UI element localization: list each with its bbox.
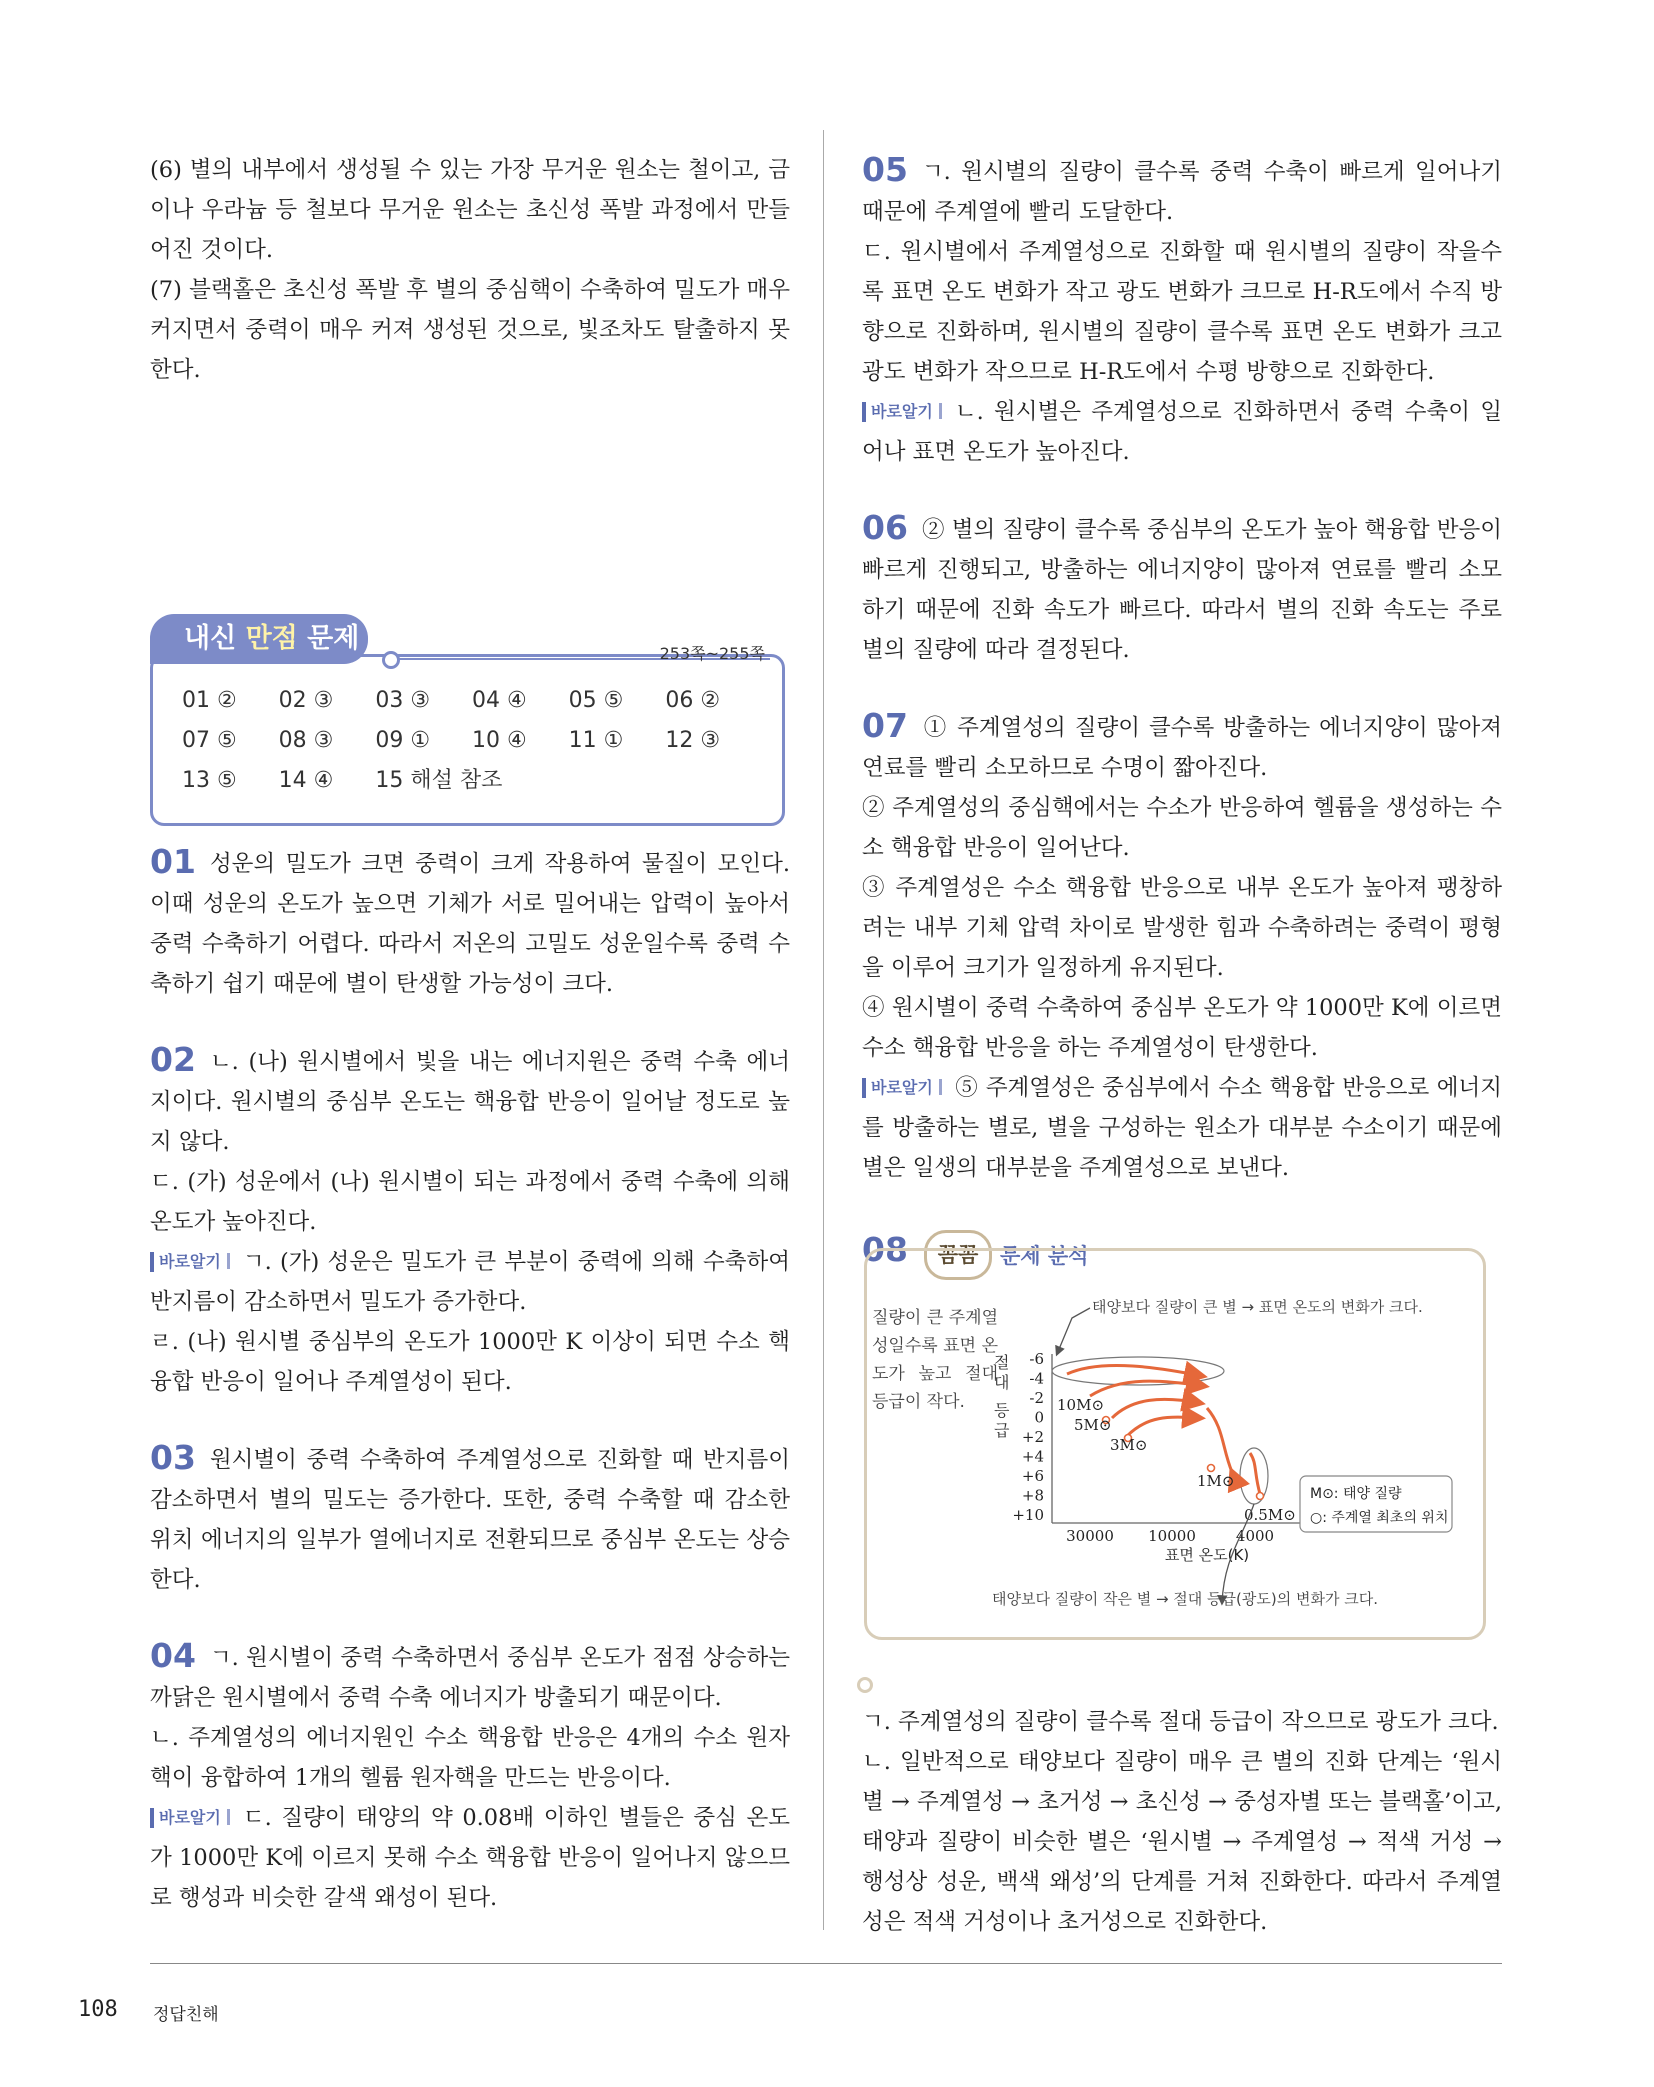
bottom-callout: 태양보다 질량이 작은 별 → 절대 등급(광도)의 변화가 크다. — [992, 1590, 1378, 1608]
legend-mass: M⊙: 태양 질량 — [1310, 1486, 1402, 1502]
solution-05 — [862, 150, 1502, 232]
y-tick-label: -4 — [1029, 1369, 1044, 1388]
solution-03 — [150, 1438, 790, 1600]
correction-tag: 바로알기 — [862, 402, 947, 422]
y-tick-label: +8 — [1021, 1486, 1044, 1505]
mass-label: 3M⊙ — [1110, 1436, 1148, 1454]
hr-diagram-box — [862, 1278, 1497, 1668]
question-number: 05 — [862, 150, 908, 189]
track-3 — [1127, 1417, 1200, 1436]
solution-text: ㄷ. 질량이 태양의 약 0.08배 이하인 별들은 중심 온도가 1000만 K에 이르지 못해 수소 핵융합 반응이 일어나지 않으므로 행성과 비슷한 갈색 왜성이 된다. — [150, 1805, 790, 1911]
answer-item: 07 ⑤ — [182, 728, 237, 753]
solution-correction — [862, 1068, 1502, 1188]
solution-text: ㄴ. 일반적으로 태양보다 질량이 매우 큰 별의 진화 단계는 ‘원시별 → 주계열성 → 초거성 → 초신성 → 중성자별 또는 블랙홀’이고, 태양과 질량이 비슷한 별은 ‘원시별 → 주계열성 → 적색 거성 → 행성상 성운, 백색 왜성’의 단계를 거쳐 진화한다. 따라서 주계열성은 적색 거성이나 초거성으로 진화한다. — [862, 1749, 1502, 1935]
title-part: 문제 — [297, 623, 360, 654]
y-tick-label: 0 — [1034, 1408, 1044, 1427]
answer-item: 03 ③ — [375, 688, 431, 713]
footer-rule — [150, 1963, 1502, 1964]
answer-summary-box — [150, 614, 785, 810]
solution-text: ㄹ. (나) 원시별 중심부의 온도가 1000만 K 이상이 되면 수소 핵융합 반응이 일어나 주계열성이 된다. — [150, 1329, 790, 1395]
zams-point — [1257, 1493, 1264, 1500]
question-number: 06 — [862, 508, 908, 547]
correction-tag: 바로알기 — [862, 1078, 947, 1098]
solution-correction — [862, 392, 1502, 472]
solution-correction — [150, 1242, 790, 1322]
answer-item: 01 ② — [182, 688, 237, 713]
title-highlight: 만점 — [245, 623, 298, 654]
solution-08: ㄱ. 주계열성의 질량이 클수록 절대 등급이 작으므로 광도가 크다. — [862, 1709, 1499, 1735]
left-column — [150, 150, 790, 1918]
answer-item: 09 ① — [375, 728, 431, 753]
x-tick-label: 4000 — [1235, 1527, 1275, 1545]
y-tick-label: +10 — [1012, 1506, 1044, 1524]
answer-box-pages: 253쪽~255쪽 — [659, 644, 765, 663]
title-part: 내신 — [184, 623, 246, 654]
solution-text: ㄱ. 원시별의 질량이 클수록 중력 수축이 빠르게 일어나기 때문에 주계열에 빨리 도달한다. — [862, 159, 1502, 225]
question-number: 02 — [150, 1040, 196, 1079]
zams-points — [1103, 1417, 1264, 1500]
diagram-note: 질량이 큰 주계열성일수록 표면 온도가 높고 절대 등급이 작다. — [872, 1308, 998, 1412]
track-05 — [1250, 1453, 1260, 1494]
mass-label: 5M⊙ — [1074, 1416, 1112, 1434]
analysis-title: 문제 분석 — [1000, 1244, 1089, 1268]
track-5 — [1112, 1399, 1200, 1418]
answer-item: 02 ③ — [278, 688, 334, 713]
correction-tag: 바로알기 — [150, 1252, 235, 1272]
solution-04 — [150, 1636, 790, 1718]
answer-box-title — [150, 614, 368, 664]
solution-text: ② 별의 질량이 클수록 중심부의 온도가 높아 핵융합 반응이 빠르게 진행되고, 방출하는 에너지양이 많아져 연료를 빨리 소모하기 때문에 진화 속도가 빠르다. 따라서 별의 진화 속도는 주로 별의 질량에 따라 결정된다. — [862, 517, 1502, 663]
solution-06 — [862, 508, 1502, 670]
solution-text: ① 주계열성의 질량이 클수록 방출하는 에너지양이 많아져 연료를 빨리 소모하므로 수명이 짧아진다. — [862, 715, 1502, 781]
solution-text: ㄴ. (나) 원시별에서 빛을 내는 에너지원은 중력 수축 에너지이다. 원시별의 중심부 온도는 핵융합 반응이 일어날 정도로 높지 않다. — [150, 1049, 790, 1155]
solution-text: ㄴ. 원시별은 주계열성으로 진화하면서 중력 수축이 일어나 표면 온도가 높아진다. — [862, 399, 1502, 465]
x-tick-label: 30000 — [1066, 1527, 1114, 1545]
answer-item: 15 해설 참조 — [375, 768, 503, 793]
x-tick-label: 10000 — [1148, 1527, 1196, 1545]
top-callout: 태양보다 질량이 큰 별 → 표면 온도의 변화가 크다. — [1092, 1298, 1423, 1316]
x-axis-label: 표면 온도(K) — [1164, 1546, 1250, 1564]
y-tick-label: +4 — [1021, 1447, 1044, 1466]
answer-grid — [182, 682, 762, 800]
track-1 — [1207, 1408, 1232, 1472]
solution-text: ㄱ. (가) 성운은 밀도가 큰 부분이 중력에 의해 수축하여 반지름이 감소하면서 밀도가 증가한다. — [150, 1249, 790, 1315]
answer-item: 14 ④ — [278, 768, 334, 793]
diagram-dot — [857, 1677, 873, 1693]
question-number: 04 — [150, 1636, 196, 1675]
answer-item: 08 ③ — [278, 728, 334, 753]
legend-zams: ○: 주계열 최초의 위치 — [1310, 1510, 1449, 1526]
mass-label: 10M⊙ — [1057, 1396, 1105, 1414]
y-tick-label: -6 — [1029, 1350, 1044, 1368]
question-number: 03 — [150, 1438, 196, 1477]
solution-text: ② 주계열성의 중심핵에서는 수소가 반응하여 헬륨을 생성하는 수소 핵융합 반응이 일어난다. — [862, 795, 1502, 861]
solution-text: ④ 원시별이 중력 수축하여 중심부 온도가 약 1000만 K에 이르면 수소 핵융합 반응을 하는 주계열성이 탄생한다. — [862, 995, 1502, 1061]
solution-text: ③ 주계열성은 수소 핵융합 반응으로 내부 온도가 높아져 팽창하려는 내부 기체 압력 차이로 발생한 힘과 수축하려는 중력이 평형을 이루어 크기가 일정하게 유지된다. — [862, 875, 1502, 981]
column-divider — [823, 130, 824, 1930]
ylabel-char: 등 — [994, 1401, 1010, 1420]
mass-label: 0.5M⊙ — [1244, 1506, 1296, 1524]
solution-01 — [150, 842, 790, 1004]
answer-item: 11 ① — [568, 728, 624, 753]
solution-text: ㄴ. 주계열성의 에너지원인 수소 핵융합 반응은 4개의 수소 원자핵이 융합하여 1개의 헬륨 원자핵을 만드는 반응이다. — [150, 1725, 790, 1791]
answer-item: 06 ② — [665, 688, 721, 713]
solution-text: 원시별이 중력 수축하여 주계열성으로 진화할 때 반지름이 감소하면서 별의 밀도는 증가한다. 또한, 중력 수축할 때 감소한 위치 에너지의 일부가 열에너지로 전환되므로 중심부 온도는 상승한다. — [150, 1447, 790, 1593]
hr-diagram — [862, 1258, 1492, 1658]
answer-item: 12 ③ — [665, 728, 721, 753]
solution-text: ⑤ 주계열성은 중심부에서 수소 핵융합 반응으로 에너지를 방출하는 별로, 별을 구성하는 원소가 대부분 수소이기 때문에 별은 일생의 대부분을 주계열성으로 보낸다. — [862, 1075, 1502, 1181]
question-number: 08 — [862, 1230, 908, 1269]
solution-07 — [862, 706, 1502, 788]
mass-labels — [1057, 1396, 1296, 1524]
correction-tag: 바로알기 — [150, 1808, 235, 1828]
item-7: (7) 블랙홀은 초신성 폭발 후 별의 중심핵이 수축하여 밀도가 매우 커지면서 중력이 매우 커져 생성된 것으로, 빛조차도 탈출하지 못한다. — [150, 277, 790, 383]
answer-item: 04 ④ — [471, 688, 527, 713]
question-number: 07 — [862, 706, 908, 745]
item-6: (6) 별의 내부에서 생성될 수 있는 가장 무거운 원소는 철이고, 금이나 우라늄 등 철보다 무거운 원소는 초신성 폭발 과정에서 만들어진 것이다. — [150, 157, 790, 263]
mass-label: 1M⊙ — [1197, 1472, 1235, 1490]
solution-text: ㄱ. 원시별이 중력 수축하면서 중심부 온도가 점점 상승하는 까닭은 원시별에서 중력 수축 에너지가 방출되기 때문이다. — [150, 1645, 790, 1711]
answer-item: 10 ④ — [471, 728, 527, 753]
answer-item: 13 ⑤ — [182, 768, 237, 793]
y-tick-label: +2 — [1021, 1428, 1044, 1446]
solution-text: ㄷ. 원시별에서 주계열성으로 진화할 때 원시별의 질량이 작을수록 표면 온도 변화가 작고 광도 변화가 크므로 H-R도에서 수직 방향으로 진화하며, 원시별의 질량이 클수록 표면 온도 변화가 크고 광도 변화가 작으므로 H-R도에서 수평 방향으로 진화한다. — [862, 239, 1502, 385]
ylabel-char: 대 — [994, 1373, 1010, 1392]
y-tick-label: +6 — [1021, 1467, 1044, 1485]
solution-correction — [150, 1798, 790, 1918]
track-10b — [1090, 1381, 1204, 1396]
track-10 — [1067, 1365, 1202, 1376]
analysis-badge: 꼼꼼 — [924, 1230, 992, 1280]
ylabel-char: 급 — [994, 1421, 1010, 1440]
y-axis-label — [994, 1353, 1015, 1440]
callout-arrow — [1057, 1308, 1090, 1354]
right-column — [862, 150, 1502, 1942]
answer-item: 05 ⑤ — [568, 688, 624, 713]
ylabel-char: 절 — [994, 1353, 1010, 1372]
y-tick-label: -2 — [1029, 1389, 1044, 1407]
solution-02 — [150, 1040, 790, 1162]
y-ticks — [1012, 1350, 1044, 1524]
solution-text: ㄷ. (가) 성운에서 (나) 원시별이 되는 과정에서 중력 수축에 의해 온도가 높아진다. — [150, 1169, 790, 1235]
zams-point — [1208, 1465, 1215, 1472]
answer-box-dot — [382, 651, 400, 669]
solution-text: 성운의 밀도가 크면 중력이 크게 작용하여 물질이 모인다. 이때 성운의 온도가 높으면 기체가 서로 밀어내는 압력이 높아서 중력 수축하기 어렵다. 따라서 저온의 고밀도 성운일수록 중력 수축하기 쉽기 때문에 별이 탄생할 가능성이 크다. — [150, 851, 790, 997]
question-number: 01 — [150, 842, 196, 881]
section-name: 정답친해 — [153, 2005, 219, 2025]
page-number: 108 — [78, 1997, 118, 2022]
